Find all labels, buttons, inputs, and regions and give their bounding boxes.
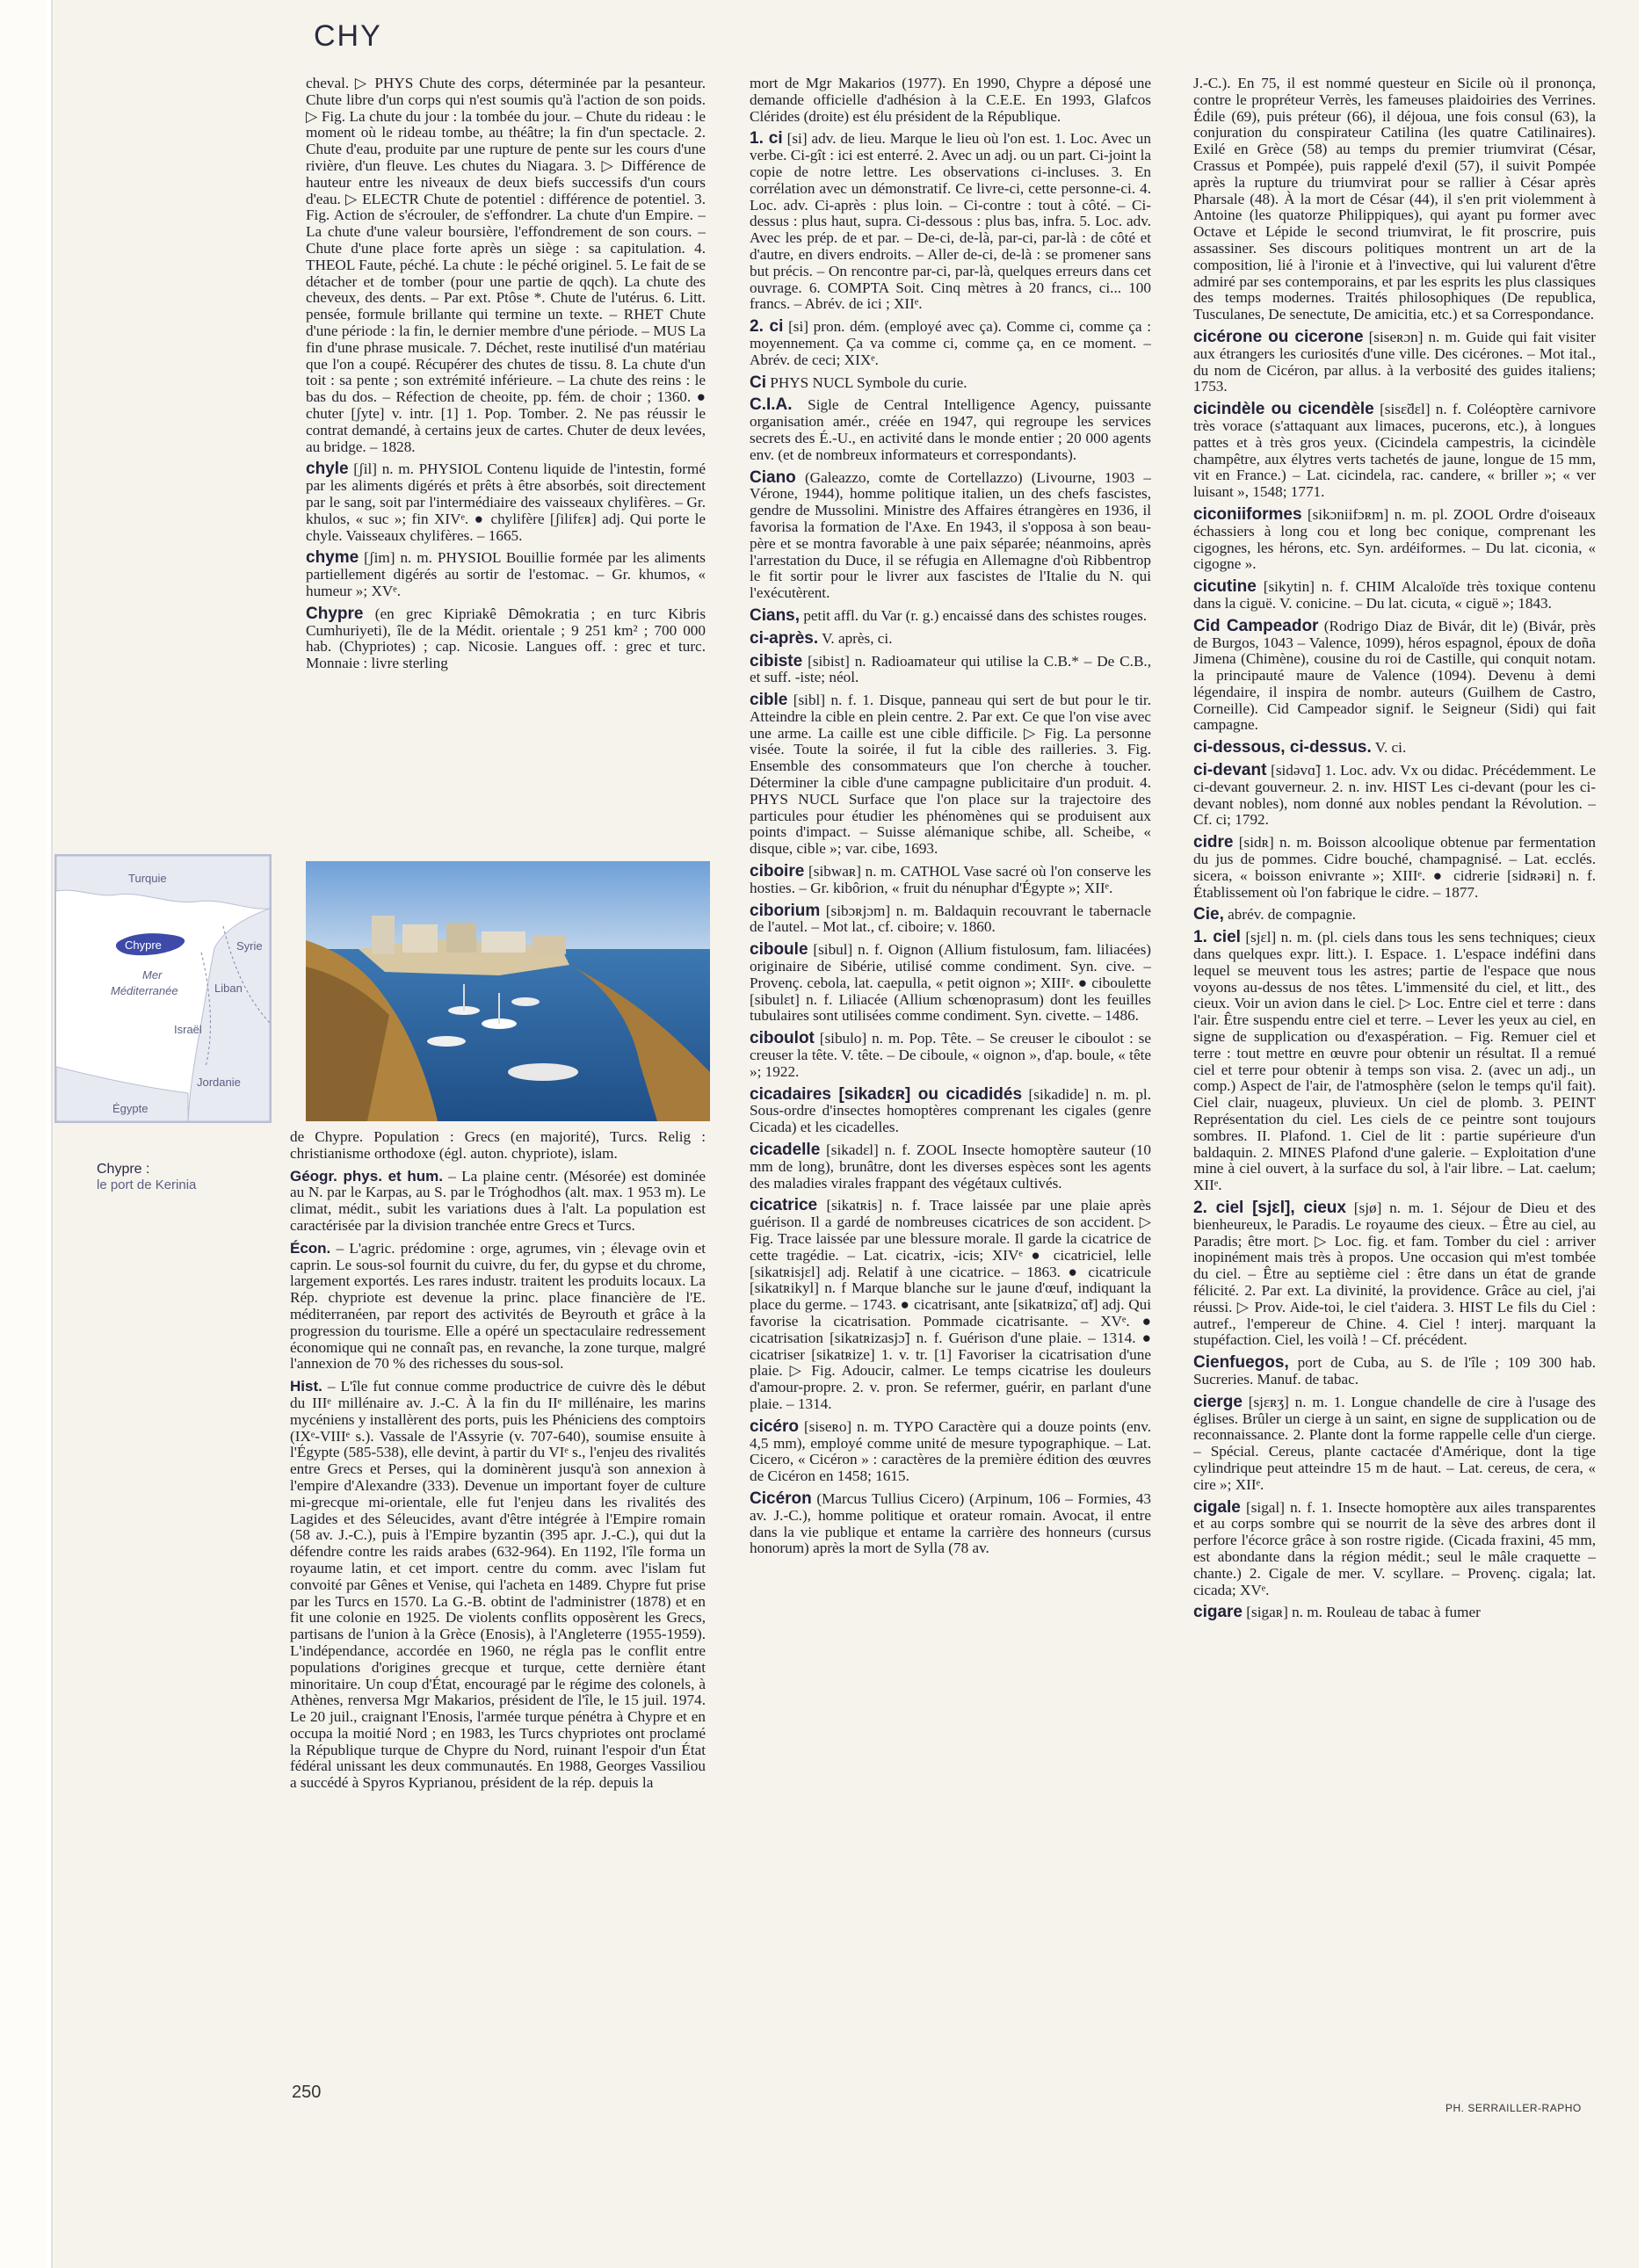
- definition: [ʃil] n. m. PHYSIOL Contenu liquide de l'intestin, formé par les aliments digérés et prêts à être absorbés, soit directement par le sang, soit par l'intermédiaire des vaisseaux chylifères. – Gr. khulos, « suc »; fin XIVᵉ. ● chylifère [ʃilifɛʀ] adj. Qui porte le chyle. Vaisseaux chylifères. – 1665.: [306, 460, 706, 544]
- definition: [sisɛ̃dɛl] n. f. Coléoptère carnivore très vorace (s'attaquant aux limaces, pucerons, etc.), à longues pattes et à très gros yeux. (Cicindela campestris, la cicindèle champêtre, aux élytres verts tachetés de jaune, longue de 15 mm, vit en France.) – Lat. cicindela, rac. candere, « briller »; « ver luisant », 1548; 1771.: [1193, 401, 1596, 501]
- definition: [sikɔniifɔʀm] n. m. pl. ZOOL Ordre d'oiseaux échassiers à long cou et long bec conique, comprenant les cigognes, les hérons, etc. Syn. ardéiformes. – Du lat. ciconia, « cigogne ».: [1193, 505, 1596, 573]
- headword: cigale: [1193, 1497, 1241, 1517]
- definition: [sibist] n. Radioamateur qui utilise la C.B.* – De C.B., et suff. -iste; néol.: [750, 652, 1151, 686]
- photo-credit: PH. SERRAILLER-RAPHO: [1446, 2102, 1582, 2114]
- section-heading: Hist.: [290, 1378, 322, 1395]
- entry-cible: [750, 692, 1151, 858]
- definition: [sikytin] n. f. CHIM Alcaloïde très toxique contenu dans la ciguë. V. conicine. – Du lat. cicuta, « ciguë »; 1843.: [1193, 578, 1596, 612]
- headword: cidre: [1193, 833, 1234, 852]
- section-geographie: [290, 1169, 706, 1235]
- photo-illustration: [306, 861, 710, 1121]
- definition: (en grec Kipriakê Dêmokratia ; en turc Kibris Cumhuriyeti), île de la Médit. orientale ; 9 251 km² ; 700 000 hab. (Chypriotes) ; cap. Nicosie. Langues off. : grec et turc. Monnaie : livre sterling: [306, 605, 706, 672]
- entry-ciel-1: [1193, 930, 1596, 1194]
- map-label-liban: Liban: [214, 982, 243, 995]
- definition: V. ci.: [1374, 739, 1407, 757]
- entry-cie: [1193, 907, 1596, 924]
- headword: C.I.A.: [750, 395, 793, 415]
- entry-chypre: [306, 606, 706, 672]
- definition: (Marcus Tullius Cicero) (Arpinum, 106 – Formies, 43 av. J.-C.), homme politique et orateur romain. Avocat, il entre dans la vie publique et entame la carrière des honneurs (cursus honorum) après la mort de Sylla (78 av.: [750, 1489, 1151, 1557]
- definition: [sjɛl] n. m. (pl. ciels dans tous les sens techniques; cieux dans quelques expr. litt.). I. Espace. 1. L'espace indéfini dans lequel se meuvent tous les astres; partie de l'espace que nous voyons au-dessus de nos têtes. L'immensité du ciel, et litt., des cieux. Voir un avion dans le ciel. ▷ Loc. Entre ciel et terre : dans l'air. Être suspendu entre ciel et terre. – Lever les yeux au ciel, en signe de supplication ou d'exaspération. – Fig. Remuer ciel et terre : tout mettre en œuvre pour obtenir un résultat. Il a remué ciel et terre pour obtenir à temps son visa. 2. (avec un adj., un comp.) Aspect de l'air, de l'atmosphère (selon le temps qu'il fait). Ciel clair, nuageux, pluvieux. Un ciel de plomb. 3. PEINT Représentation du ciel. Les ciels de ce peintre sont toujours sombres. II. Plafond. 1. Ciel de lit : partie supérieure d'un baldaquin. 2. MINES Plafond d'une galerie. – Exploitation d'une mine à ciel ouvert, à la surface du sol, à l'air libre. – Lat. caelum; XIIᵉ.: [1193, 929, 1596, 1194]
- headword: cicéro: [750, 1417, 799, 1436]
- headword: cibiste: [750, 651, 803, 670]
- entry-cicero: [750, 1419, 1151, 1485]
- definition: [siseʀɔn] n. m. Guide qui fait visiter aux étrangers les curiosités d'une ville. Des cicérones. – Mot ital., du nom de Cicéron, par allus. à la verbosité des guides italiens; 1753.: [1193, 328, 1596, 395]
- definition: [si] adv. de lieu. Marque le lieu où l'on est. 1. Loc. Avec un verbe. Ci-gît : ici est enterré. 2. Avec un adj. ou un part. Ci-joint la copie de notre lettre. Les observations ci-incluses. 3. En corrélation avec un démonstratif. Ce livre-ci, cette personne-ci. 4. Loc. adv. Ci-après : plus loin. – Ci-contre : tout à côté. – Ci-dessus : plus haut, supra. Ci-dessous : plus bas, infra. 5. Loc. adv. Avec les prép. de et par. – De-ci, de-là, par-ci, par-là : de côté et d'autre, en divers endroits. – Aller de-ci, de-là : se promener sans but précis. – On rencontre par-ci, par-là, quelques erreurs dans cet ouvrage. 6. COMPTA Soit. Cinq mètres à 20 francs, ci... 100 francs. – Abrév. de ici ; XIIᵉ.: [750, 130, 1151, 313]
- section-economie: [290, 1241, 706, 1373]
- entry-ci-symbol: [750, 375, 1151, 392]
- map-label-turquie: Turquie: [128, 872, 167, 885]
- column-3: [1193, 76, 1596, 2079]
- definition: port de Cuba, au S. de l'île ; 109 300 hab. Sucreries. Manuf. de tabac.: [1193, 1354, 1596, 1388]
- entry-ci-2: [750, 319, 1151, 368]
- entry-chyle: [306, 461, 706, 544]
- headword: Cid Campeador: [1193, 616, 1319, 635]
- headword: cigare: [1193, 1603, 1243, 1622]
- entry-ciborium: [750, 903, 1151, 937]
- entry-cidre: [1193, 835, 1596, 901]
- caption-text: le port de Kerinia: [97, 1177, 197, 1192]
- definition: [sibɔʀjɔm] n. m. Baldaquin recouvrant le tabernacle de l'autel. – Mot lat., cf. ciboire; v. 1860.: [750, 902, 1151, 936]
- section-text: – L'île fut connue comme productrice de cuivre dès le début du IIIᵉ millénaire av. J.-C. À la fin du IIᵉ millénaire, les marins mycéniens y installèrent des ports, puis les Phéniciens des comptoirs (IXᵉ-VIIIᵉ s.). Vassale de l'Assyrie (v. 707-640), soumise ensuite à l'Égypte (585-538), elle devint, à partir du VIᵉ s., l'enjeu des rivalités entre Grecs et Perses, qui la dominèrent jusqu'à son annexion à l'empire d'Alexandre (333). Devenue un important foyer de culture mi-grecque mi-orientale, elle fut l'enjeu dans les rivalités des Lagides et des Séleucides, avant d'être intégrée à l'Empire romain (58 av. J.-C.), puis à l'Empire byzantin (395 apr. J.-C.), qui dut la défendre contre les raids arabes (632-964). En 1192, l'île forma un royaume latin, et cet import. centre du comm. avec l'islam fut convoité par Gênes et Venise, qui l'acheta en 1489. Chypre fut prise par les Turcs en 1570. La G.-B. obtint de l'administrer (1878) et en fit une colonie en 1925. De violents conflits opposèrent les Grecs, partisans de l'union à la Grèce (Enosis), à l'Angleterre (1955-1959). L'indépendance, accordée en 1960, ne régla pas le conflit entre populations d'origines grecque et turque, cette dernière étant minoritaire. Un coup d'État, encouragé par le régime des colonels, à Athènes, renversa Mgr Makarios, président de l'île, le 15 juil. 1974. Le 20 juil., craignant l'Enosis, l'armée turque pénétra à Chypre et en occupa la moitié Nord ; en 1983, les Turcs chypriotes ont proclamé la République turque de Chypre du Nord, ruinant l'espoir d'un État fédéral unissant les deux communautés. En 1988, Georges Vassiliou a succédé à Spyros Kyprianou, président de la rép. depuis la: [290, 1378, 706, 1792]
- definition: [siseʀo] n. m. TYPO Caractère qui a douze points (env. 4,5 mm), employé comme unité de mesure typographique. – Lat. Cicero, « Cicéron » : caractères de la première édition des œuvres de Cicéron en 1458; 1615.: [750, 1417, 1151, 1485]
- definition: [sidʀ] n. m. Boisson alcoolique obtenue par fermentation du jus de pommes. Cidre bouché, champagnisé. – Lat. ecclés. sicera, « boisson enivrante »; XIIIᵉ. ● cidrerie [sidʀəʀi] n. f. Établissement où l'on fabrique le cidre. – 1877.: [1193, 834, 1596, 901]
- definition: [sikadide] n. m. pl. Sous-ordre d'insectes homoptères comprenant les cigales (genre Cicada) et les cicadelles.: [750, 1085, 1151, 1136]
- definition: V. après, ci.: [822, 629, 893, 647]
- map-label-syrie: Syrie: [236, 939, 263, 953]
- figure-caption: [97, 1162, 272, 1192]
- entry-chute-continued: cheval. ▷ PHYS Chute des corps, déterminée par la pesanteur. Chute libre d'un corps qui n'est soumis qu'à l'action de son poids. ▷ Fig. La chute du jour : la tombée du jour. – Chute du rideau : le moment où le rideau tombe, au théâtre; la fin d'un spectacle. 2. Chute d'eau, produite par une rupture de pente sur les cours d'une rivière, d'un fleuve. Les chutes du Niagara. 3. ▷ Différence de hauteur entre les niveaux de deux biefs successifs d'un cours d'eau. ▷ ELECTR Chute de potentiel : différence de potentiel. 3. Fig. Action de s'écrouler, de s'effondrer. La chute d'un Empire. – La chute d'une valeur boursière, l'effondrement de son cours. – Chute d'une place forte après un siège : sa capitulation. 4. THEOL Faute, péché. La chute : le péché originel. 5. Le fait de se détacher et de tomber (pour une partie de qqch). La chute des cheveux, des dents. – Par ext. Ptôse *. Chute de l'utérus. 6. Litt. pensée, formule brillante qui termine un texte. – RHET Chute d'une période : la fin, le dernier membre d'une période. – MUS La fin d'une phrase musicale. 7. Déchet, reste inutilisé d'un matériau que l'on a coupé. Récupérer des chutes de tissu. 8. La chute d'un toit : sa pente ; son extrémité inférieure. – La chute des reins : le bas du dos. – Réfection de cheoite, pp. fém. de choir ; 1360. ● chuter [ʃyte] v. intr. [1] 1. Pop. Tomber. 2. Ne pas réussir le contrat demandé, à certains jeux de cartes. Chuter de deux levées, au bridge. – 1828.: [306, 76, 706, 455]
- entry-ciel-2: [1193, 1200, 1596, 1349]
- map-label-egypte: Égypte: [112, 1102, 149, 1115]
- entry-cicindele: [1193, 402, 1596, 501]
- dictionary-page: [51, 0, 1639, 2268]
- definition: [sibl] n. f. 1. Disque, panneau qui sert de but pour le tir. Atteindre la cible en plein centre. 2. Par ext. Ce que l'on vise avec une arme. La caille est une cible difficile. ▷ Fig. La personne visée. Toute la soirée, il fut la cible des railleries. 3. Fig. Ensemble des consommateurs que l'on cherche à toucher. Déterminer la cible d'une campagne publicitaire d'un produit. 4. PHYS NUCL Surface que l'on place sur la trajectoire des particules pour étudier les phénomènes qui se produisent aux points d'impact. – Suisse alémanique schibe, all. Scheibe, « disque, cible »; var. cibe, 1693.: [750, 692, 1151, 858]
- entry-ciboule: [750, 942, 1151, 1025]
- entry-ciboire: [750, 864, 1151, 897]
- headword: ciboire: [750, 862, 805, 881]
- entry-cicatrice: [750, 1198, 1151, 1412]
- headword: ciboulot: [750, 1029, 815, 1048]
- entry-cierge: [1193, 1392, 1596, 1494]
- entry-cigare: [1193, 1605, 1596, 1621]
- map-label-israel: Israël: [174, 1023, 202, 1036]
- definition: (Galeazzo, comte de Cortellazzo) (Livourne, 1903 – Vérone, 1944), homme politique italien, un des chefs fascistes, gendre de Mussolini. Ministre des Affaires étrangères en 1936, il favorisa la formation de l'Axe. En 1943, il s'opposa à son beau-père et se montra favorable à une paix séparée; néanmoins, après l'arrestation du Duce, il se réfugia en Allemagne d'où Ribbentrop le fit sortir pour le livrer aux fascistes de l'Italie du N. qui l'exécutèrent.: [750, 468, 1151, 602]
- headword: cicutine: [1193, 577, 1257, 597]
- definition: abrév. de compagnie.: [1228, 906, 1357, 924]
- map-label-chypre: Chypre: [125, 938, 162, 952]
- headword: ci-devant: [1193, 761, 1267, 780]
- entry-cia: [750, 397, 1151, 463]
- page-number: 250: [292, 2083, 322, 2102]
- headword: Ciano: [750, 467, 796, 487]
- definition: [sikatʀis] n. f. Trace laissée par une plaie après guérison. Il a gardé de nombreuses cicatrices de son accident. ▷ Fig. Trace laissée par une blessure morale. Il garde la cicatrice de cette tragédie. – Lat. cicatrix, -icis; XIVᵉ ● cicatriciel, lelle [sikatʀisjɛl] adj. Relatif à une cicatrice. – 1863. ● cicatricule [sikatʀikyl] n. f Marque blanche sur le jaune d'œuf, indiquant la place du germe. – 1743. ● cicatrisant, ante [sikatʀizɑ̃, ɑ̃t] adj. Qui favorise la cicatrisation. Pommade cicatrisante. – XVᵉ. ● cicatrisation [sikatʀizasjɔ̃] n. f. Guérison d'une plaie. – 1314. ● cicatriser [sikatʀize] 1. v. tr. [1] Favoriser la cicatrisation d'une plaie. ▷ Fig. Adoucir, calmer. Le temps cicatrise les douleurs d'amour-propre. 2. v. pron. Se refermer, guérir, en parlant d'une plaie. – 1314.: [750, 1197, 1151, 1412]
- section-heading: Géogr. phys. et hum.: [290, 1167, 443, 1185]
- headword: 2. ci: [750, 317, 784, 337]
- headword: cicadaires [sikadɛʀ] ou cicadidés: [750, 1084, 1023, 1104]
- headword: ci-après.: [750, 628, 819, 648]
- definition: [sidəvɑ̃] 1. Loc. adv. Vx ou didac. Précédemment. Le ci-devant gouverneur. 2. n. inv. HIST Les ci-devant (pour les ci-devant nobles), nom donné aux nobles pendant la Révolution. – Cf. ci; 1792.: [1193, 762, 1596, 829]
- page-gutter: [0, 0, 46, 2268]
- section-text: – La plaine centr. (Mésorée) est dominée au N. par le Karpas, au S. par le Tróghodhos (alt. max. 1 953 m). Le climat, médit., subit les variations dues à l'alt. La population est caractérisée par la division tranchée entre Grecs et Turcs.: [290, 1167, 706, 1234]
- definition: [sibul] n. f. Oignon (Allium fistulosum, fam. liliacées) originaire de Sibérie, utilisé comme condiment. Syn. cive. – Provenç. cebola, lat. caepulla, « petit oignon »; XIIIᵉ. ● ciboulette [sibulɛt] n. f. Liliacée (Allium schœnoprasum) dont les feuilles tubulaires sont utilisées comme condiment. Syn. civette. – 1486.: [750, 941, 1151, 1025]
- entry-chypre-continued: de Chypre. Population : Grecs (en majorité), Turcs. Relig : christianisme orthodoxe (égl. auton. chypriote), islam.: [290, 1129, 706, 1162]
- headword: 1. ciel: [1193, 928, 1241, 947]
- headword: Chypre: [306, 604, 364, 623]
- headword: Cicéron: [750, 1489, 812, 1508]
- entry-ci-apres: [750, 628, 1151, 648]
- headword: cicindèle ou cicendèle: [1193, 400, 1374, 419]
- entry-cibiste: [750, 651, 1151, 687]
- kerinia-port-photo: [306, 861, 710, 1121]
- definition: [sibulo] n. m. Pop. Tête. – Se creuser le ciboulot : se creuser la tête. V. tête. – De ciboule, « oignon », d'ap. boule, « tête »; 1922.: [750, 1030, 1151, 1080]
- entry-chypre-end: mort de Mgr Makarios (1977). En 1990, Chypre a déposé une demande officielle d'adhésion à la C.E.E. En 1993, Glafcos Clérides (droite) est élu président de la République.: [750, 76, 1151, 125]
- definition: [sikadɛl] n. f. ZOOL Insecte homoptère sauteur (10 mm de long), brunâtre, dont les diverses espèces sont les agents des maladies virales frappant des végétaux cultivés.: [750, 1141, 1151, 1192]
- definition: [ʃim] n. m. PHYSIOL Bouillie formée par les aliments partiellement digérés au sortir de l'estomac. – Gr. khumos, « humeur »; XVᵉ.: [306, 549, 706, 599]
- headword: cierge: [1193, 1392, 1243, 1411]
- entry-ci-1: [750, 131, 1151, 313]
- entry-cicutine: [1193, 579, 1596, 612]
- map-label-mediterranee: Méditerranée: [111, 984, 178, 997]
- definition: [sibwaʀ] n. m. CATHOL Vase sacré où l'on conserve les hosties. – Gr. kibôrion, « fruit du nénuphar d'Égypte »; XIIᵉ.: [750, 863, 1151, 896]
- headword: 1. ci: [750, 129, 783, 149]
- entry-chyme: [306, 550, 706, 599]
- section-text: – L'agric. prédomine : orge, agrumes, vin ; élevage ovin et caprin. Le sous-sol fournit du cuivre, du fer, du gypse et du chrome, largement exportés. Les rares industr. traitent les produits locaux. La Rép. chypriote est devenue la princ. place financière de l'E. méditerranéen, par report des activités de Beyrouth et grâce à la progression du tourisme. Elle a opéré un spectaculaire redressement économique qui ne connaît pas, en revanche, la zone turque, malgré l'annexion de 70 % des richesses du sous-sol.: [290, 1239, 706, 1373]
- entry-cid-campeador: [1193, 616, 1596, 735]
- definition: [si] pron. dém. (employé avec ça). Comme ci, comme ça : moyennement. Ça va comme ci, comme ça, en ce moment. – Abrév. de ceci; XIXᵉ.: [750, 318, 1151, 368]
- column-1-top: [306, 76, 706, 858]
- headword: Cians,: [750, 605, 801, 625]
- map-label-mer: Mer: [142, 968, 163, 982]
- headword: 2. ciel [sjɛl], cieux: [1193, 1199, 1346, 1217]
- map-label-jordanie: Jordanie: [197, 1076, 241, 1089]
- cyprus-locator-map: [54, 854, 272, 1123]
- headword: Cienfuegos,: [1193, 1353, 1289, 1373]
- caption-title: Chypre :: [97, 1162, 150, 1177]
- headword: ciboule: [750, 940, 808, 960]
- headword: Cie,: [1193, 905, 1224, 924]
- entry-cicadaires: [750, 1084, 1151, 1136]
- headword: ciconiiformes: [1193, 504, 1302, 524]
- entry-ci-dessous: [1193, 740, 1596, 757]
- definition: [sigal] n. f. 1. Insecte homoptère aux ailes transparentes et au corps sombre qui se nourrit de la sève des arbres dont il perfore l'écorce grâce à son rostre rigide. (Cicada fraxini, 45 mm, est abondante dans la région médit.; seul le mâle craquette – chante.) 2. Cigale de mer. V. scyllare. – Provenç. cigala; lat. cicada; XVᵉ.: [1193, 1498, 1596, 1598]
- headword: Ci: [750, 373, 766, 392]
- headword: chyle: [306, 460, 349, 479]
- entry-ciceron: [750, 1491, 1151, 1557]
- headword: chyme: [306, 548, 359, 568]
- entry-cicerone: [1193, 327, 1596, 395]
- column-1-bottom: [290, 1129, 706, 2083]
- column-2: [750, 76, 1151, 2079]
- definition: petit affl. du Var (r. g.) encaissé dans des schistes rouges.: [803, 606, 1148, 624]
- entry-ciconiiformes: [1193, 504, 1596, 573]
- definition: PHYS NUCL Symbole du curie.: [770, 373, 967, 391]
- entry-cigale: [1193, 1497, 1596, 1599]
- entry-cicadelle: [750, 1142, 1151, 1192]
- entry-cians: [750, 605, 1151, 625]
- entry-cienfuegos: [1193, 1355, 1596, 1388]
- definition: [sjø] n. m. 1. Séjour de Dieu et des bienheureux, le Paradis. Le royaume des cieux. – Être au ciel, au Paradis; être mort. ▷ Loc. fig. et fam. Tomber du ciel : arriver inopinément mais très à propos. Une occasion qui m'est tombée du ciel. – Être au septième ciel : être dans un état de grande félicité. 2. Par ext. La divinité, la providence. Grâce au ciel, j'ai réussi. ▷ Prov. Aide-toi, le ciel t'aidera. 3. HIST Le fils du Ciel : autref., l'empereur de Chine. 4. Ciel ! interj. marquant la stupéfaction. Ciel, les voilà ! – Cf. précédent.: [1193, 1199, 1596, 1349]
- definition: (Rodrigo Diaz de Bivár, dit le) (Bivár, près de Burgos, 1043 – Valence, 1099), héros espagnol, époux de doña Jimena (Chimène), cousine du roi de Castille, qui conquit notam. la principauté maure de Valence (1094). Devenu à demi légendaire, il inspira de nombr. auteurs (Guilhem de Castro, Corneille). Cid Campeador signif. le Seigneur (Sidi) qui fait campagne.: [1193, 617, 1596, 734]
- section-heading: Écon.: [290, 1239, 331, 1257]
- definition: Sigle de Central Intelligence Agency, puissante organisation amér., créée en 1947, qui regroupe les services secrets des É.-U., en activité dans le monde entier ; 20 000 agents env. (et de nombreux informateurs et correspondants).: [750, 396, 1151, 463]
- entry-ciano: [750, 467, 1151, 602]
- headword: cicatrice: [750, 1196, 818, 1215]
- headword: ci-dessous, ci-dessus.: [1193, 738, 1372, 757]
- headword: ciborium: [750, 901, 821, 920]
- entry-ciceron-continued: J.-C.). En 75, il est nommé questeur en Sicile où il prononça, contre le propréteur Verrès, les fameuses plaidoiries des Verrines. Édile (69), puis préteur (66), il déjoua, une fois consul (63), la conjuration du conspirateur Catilina (les quatre Catilinaires). Exilé en Grèce (58) au temps du premier triumvirat (César, Crassus et Pompée), puis rappelé d'exil (57), il suivit Pompée après la rupture du triumvirat pour se rallier à César après Pharsale (48). À la mort de César (44), il s'en prit violemment à Antoine (les quatorze Philippiques), qui ayant pu former avec Octave et Lépide le second triumvirat, le fit proscrire, puis assassiner. Ses discours politiques montrent un art de la composition, lié à l'ironie et à l'invective, qui lui valurent d'être admiré par ses contemporains, et par les esprits les plus classiques des temps modernes. Traités philosophiques (De republica, Tusculanes, De senectute, De amicitia, etc.) et sa Correspondance.: [1193, 76, 1596, 323]
- running-header: CHY: [314, 19, 382, 53]
- definition: [sigaʀ] n. m. Rouleau de tabac à fumer: [1246, 1604, 1481, 1621]
- section-histoire: [290, 1379, 706, 1792]
- headword: cicérone ou cicerone: [1193, 327, 1364, 346]
- entry-ci-devant: [1193, 763, 1596, 829]
- headword: cible: [750, 691, 788, 710]
- entry-ciboulot: [750, 1031, 1151, 1080]
- definition: [sjɛʀʒ] n. m. 1. Longue chandelle de cire à l'usage des églises. Brûler un cierge à un saint, en signe de supplication ou de reconnaissance. 2. Plante dont la forme rappelle celle d'un cierge. – Spécial. Cereus, plante cactacée d'Amérique, dont la tige cylindrique peut atteindre 15 m de haut. – Lat. cereus, de cera, « cire »; XIIᵉ.: [1193, 1393, 1596, 1493]
- headword: cicadelle: [750, 1141, 821, 1160]
